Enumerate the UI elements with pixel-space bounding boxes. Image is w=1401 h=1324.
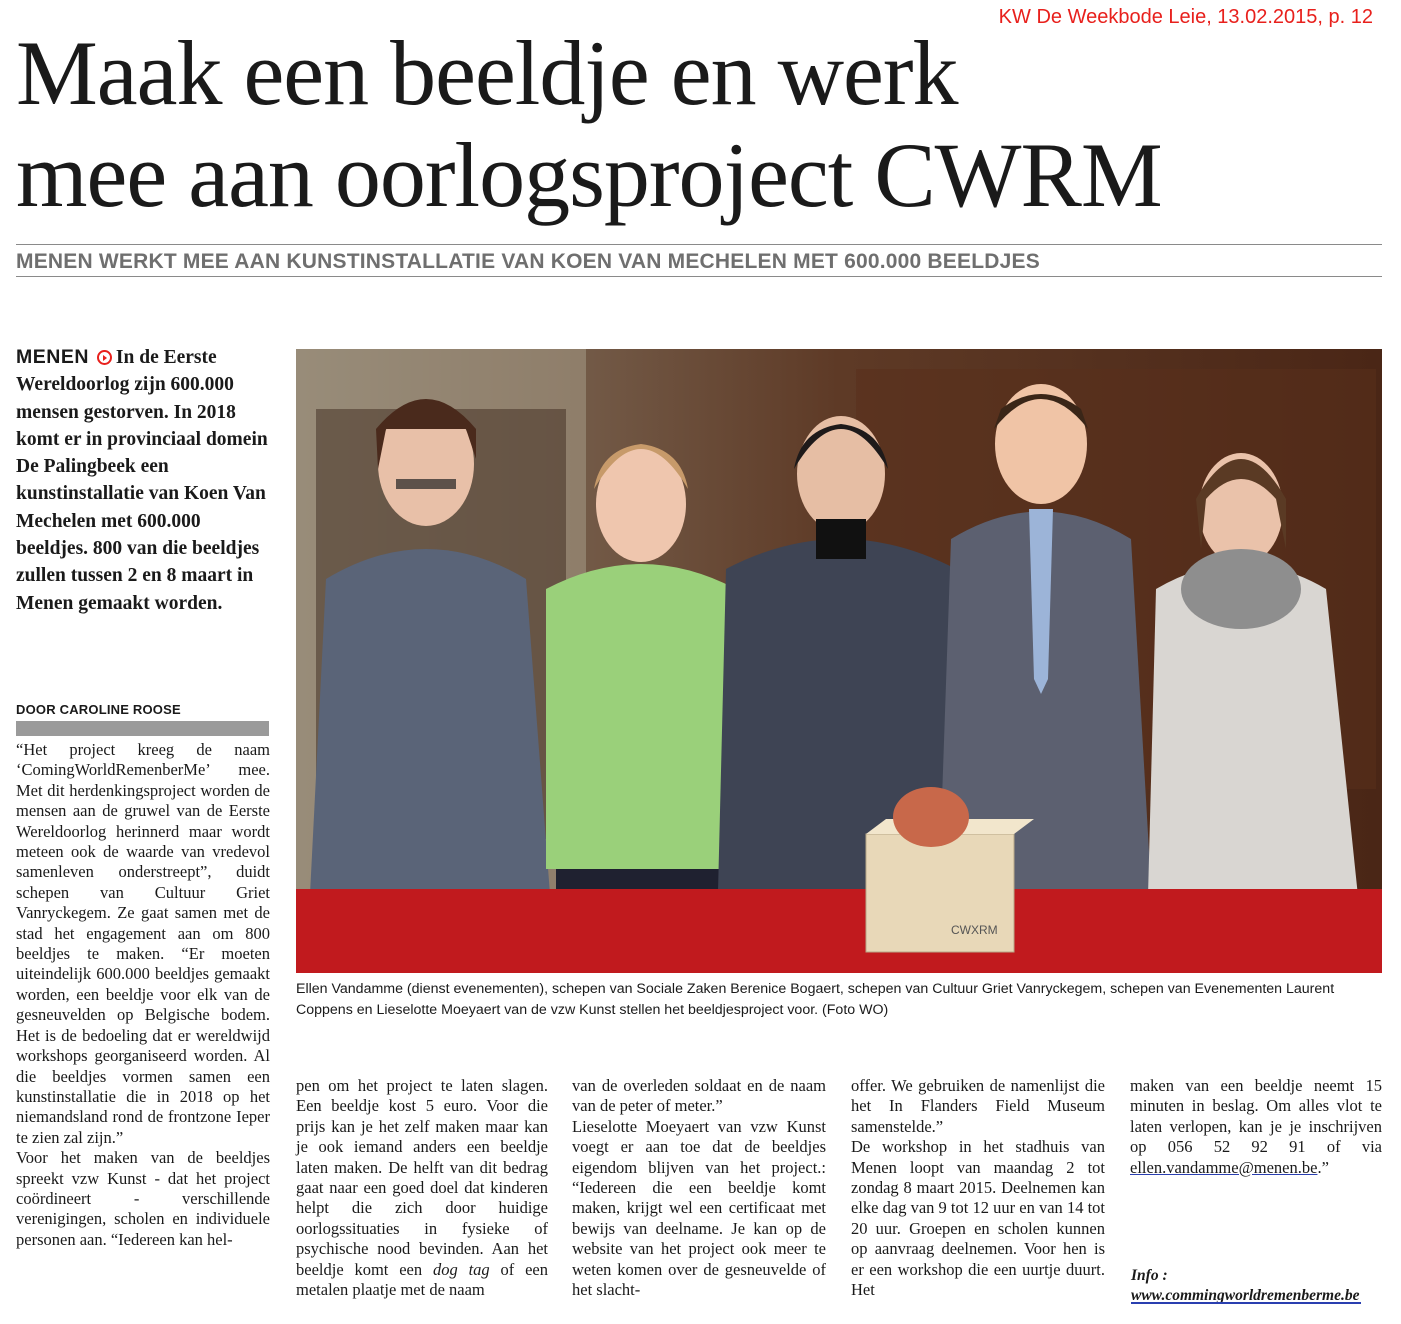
headline-line-1: Maak een beeldje en werk	[16, 22, 958, 124]
play-marker-icon	[97, 350, 112, 365]
body-paragraph: maken van een beeldje neemt 15 minuten in beslag. Om alles vlot te laten verlopen, kan je je inschrijven op 056 52 92 91 of via ellen.vandamme@menen.be.”	[1130, 1076, 1382, 1177]
info-underline	[1131, 1302, 1361, 1304]
headline-line-2: mee aan oorlogsproject CWRM	[16, 124, 1162, 226]
body-column-3	[572, 1076, 826, 1300]
kicker-bottom-rule	[16, 276, 1382, 277]
body-paragraph: offer. We gebruiken de namenlijst die het In Flanders Field Museum samenstelde.”	[851, 1076, 1105, 1136]
body-column-1	[16, 740, 270, 1250]
group-photo	[296, 349, 1382, 973]
headline	[16, 22, 1396, 226]
red-table	[296, 889, 1382, 973]
email-link[interactable]: ellen.vandamme@menen.be	[1130, 1157, 1318, 1177]
body-paragraph: pen om het project te laten slagen. Een beeldje kost 5 euro. Voor die prijs kan je het zelf maken maar kan je ook iemand anders een beeldje laten maken. De helft van dit bedrag gaat naar een goed doel dat kinderen helpt die zich door huidige oorlogssituaties in fysieke of psychische nood bevinden. Aan het beeldje komt een dog tag of een metalen plaatje met de naam	[296, 1076, 548, 1300]
body-column-5	[1130, 1076, 1382, 1178]
dog-tag-term: dog tag	[432, 1259, 490, 1279]
source-reference: KW De Weekbode Leie, 13.02.2015, p. 12	[998, 6, 1373, 28]
dateline: MENEN	[16, 346, 89, 368]
clay-figurine	[893, 787, 969, 847]
body-paragraph: Voor het maken van de beeldjes spreekt vzw Kunst - dat het project coördineert - verschillende verenigingen, scholen en individuele personen aan. “Iedereen kan hel-	[16, 1148, 270, 1249]
byline-bar	[16, 721, 269, 736]
kicker: MENEN WERKT MEE AAN KUNSTINSTALLATIE VAN KOEN VAN MECHELEN MET 600.000 BEELDJES	[16, 250, 1040, 273]
lead-text: In de Eerste Wereldoorlog zijn 600.000 mensen gestorven. In 2018 komt er in provinciaal domein De Palingbeek een kunstinstallatie van Koen Van Mechelen met 600.000 beeldjes. 800 van die beeldjes zullen tussen 2 en 8 maart in Menen gemaakt worden.	[16, 347, 268, 614]
body-column-4	[851, 1076, 1105, 1300]
kicker-top-rule	[16, 244, 1382, 245]
info-link[interactable]: Info : www.commingworldremenberme.be	[1131, 1267, 1360, 1304]
photo-caption: Ellen Vandamme (dienst evenementen), schepen van Sociale Zaken Berenice Bogaert, schepen van Cultuur Griet Vanryckegem, schepen van Evenementen Laurent Coppens en Lieselotte Moeyaert van de vzw Kunst stellen het beeldjesproject voor. (Foto WO)	[296, 981, 1335, 1018]
body-column-2	[296, 1076, 548, 1300]
lead-paragraph	[16, 344, 271, 617]
byline: DOOR CAROLINE ROOSE	[16, 702, 181, 717]
body-paragraph: “Het project kreeg de naam ‘ComingWorldRemenberMe’ mee. Met dit herdenkingsproject worden de mensen aan de gruwel van de Eerste Wereldoorlog herinnerd maar wordt meteen ook de waarde van vredevol samenleven onderstreept”, duidt schepen van Cultuur Griet Vanryckegem. Ze gaat samen met de stad het engagement aan om 800 beeldjes te maken. “Er moeten uiteindelijk 600.000 beeldjes gemaakt worden, een beeldje voor elk van de gesneuvelden op Belgische bodem. Het is de bedoeling dat er wereldwijd workshops georganiseerd worden. Al die beeldjes vormen samen een kunstinstallatie die in 2018 op het niemandsland rond de frontzone Ieper te zien zal zijn.”	[16, 740, 270, 1147]
body-paragraph: Lieselotte Moeyaert van vzw Kunst voegt er aan toe dat de beeldjes eigendom blijven van het project.: “Iedereen die een beeldje komt maken, krijgt wel een certificaat met bewijs van deelname. Je kan op de website van het project ook meer te weten komen over de gesneuvelde of het slacht-	[572, 1116, 826, 1300]
body-paragraph: van de overleden soldaat en de naam van de peter of meter.”	[572, 1076, 826, 1116]
box-label: CWXRM	[951, 923, 998, 937]
body-paragraph: De workshop in het stadhuis van Menen loopt van maandag 2 tot zondag 8 maart 2015. Deelnemen kan elke dag van 9 tot 12 uur en van 14 tot 20 uur. Groepen en scholen kunnen op aanvraag deelnemen. Voor hen is er een workshop die een uurtje duurt. Het	[851, 1137, 1105, 1300]
